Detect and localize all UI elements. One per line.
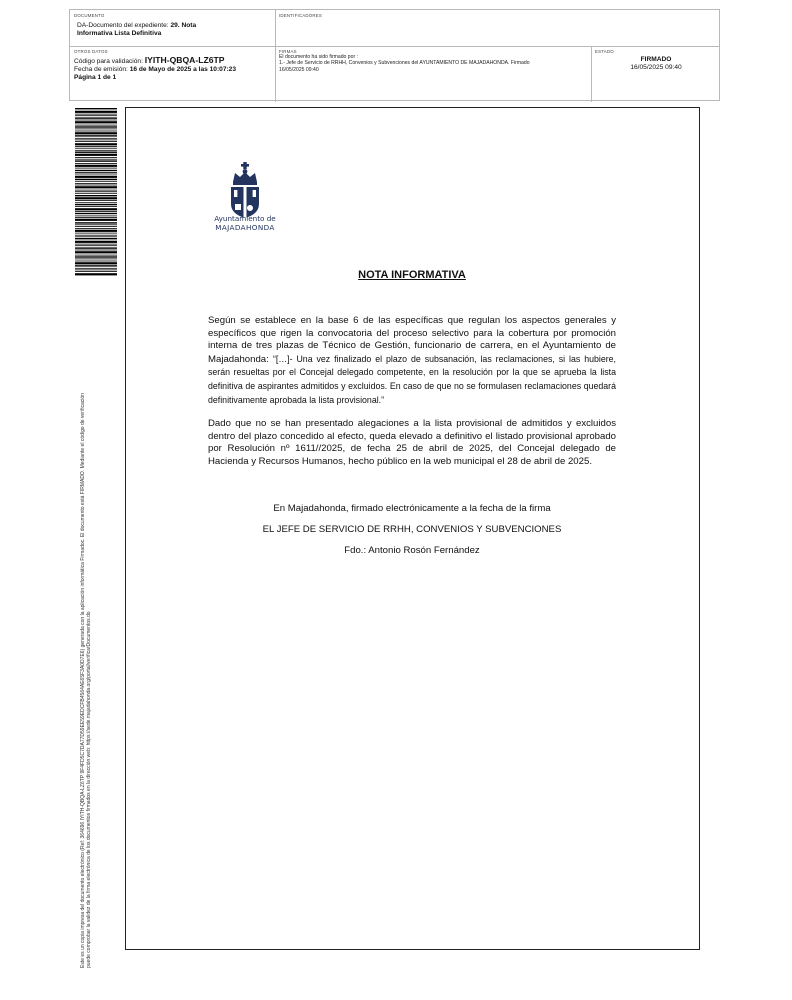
documento-value: DA-Documento del expediente: 29. Nota Informativa Lista Definitiva — [77, 22, 197, 38]
firmas-line: 16/05/2025 09:40 — [279, 66, 319, 73]
logo-line: MAJADAHONDA — [215, 222, 275, 232]
signature-role: EL JEFE DE SERVICIO DE RRHH, CONVENIOS Y SUBVENCIONES — [262, 524, 562, 535]
logo-line: Ayuntamiento de — [214, 214, 276, 223]
logo-text — [205, 215, 285, 232]
firmas-line: 1.- Jefe de Servicio de RRHH, Convenios y Subvenciones del AYUNTAMIENTO DE MAJADAHONDA. Firmado — [279, 60, 530, 67]
documento-label: DOCUMENTO — [74, 13, 105, 18]
otros-datos-cell — [70, 46, 275, 102]
identificadores-label: IDENTIFICADORES — [279, 13, 323, 18]
firmas-line: El documento ha sido firmado por : — [279, 54, 358, 60]
page-count: Página 1 de 1 — [74, 74, 117, 82]
documento-cell — [70, 10, 275, 46]
side-text-line: Este es un copia impresa del documento electrónico (Ref: 364696 IYITH-QBQA-LZ6TP 9F4FD5C7DA77D59EE59EDCFB4564AE65F3A0D7E6) generada con la aplicación informática Firmadoc. El documento está FIRMADO. Mediante el código de verificación — [80, 393, 86, 968]
document-title: NOTA INFORMATIVA — [358, 269, 466, 281]
signature-name: Fdo.: Antonio Rosón Fernández — [344, 545, 480, 556]
document-header-table — [69, 9, 720, 101]
status-badge: FIRMADO — [640, 56, 672, 63]
estado-cell — [591, 46, 721, 102]
paragraph-1: Según se establece en la base 6 de las específicas que regulan los aspectos generales y específicos que rigen la convocatoria del proceso selectivo para la cobertura por promoción interna de tres plazas de Técnico de Gestión, funcionario de carrera, en el Ayuntamiento de Majadahonda: “[…]- Una vez finalizado el plazo de subsanación, las reclamaciones, si las hubiere, serán resueltas por el Concejal delegado competente, en la resolución por la que se aprueba la lista definitiva de aspirantes admitidos y excluidos. En caso de que no se formulasen reclamaciones quedará definitivamente aprobada la lista provisional.” — [208, 315, 616, 405]
quote-text: “[…]- Una vez finalizado el plazo de subsanación, las reclamaciones, si las hubiere, serán resueltas por el Concejal delegado competente, en la resolución por la que se aprueba la lista definitiva de aspirantes admitidos y excluidos. En caso de que no se formulasen reclamaciones quedará definitivamente aprobada la lista provisional.” — [208, 353, 616, 405]
side-text-line: puede comprobar la validez de la firma electrónica de los documentos firmados en la dirección web: https://sede.majadahonda.org/portal/verificarDocumentos.do — [86, 611, 93, 968]
validation-code: Código para validación: IYITH-QBQA-LZ6TP — [74, 55, 225, 65]
paragraph-2: Dado que no se han presentado alegaciones a la lista provisional de admitidos y excluidos dentro del plazo concedido al efecto, queda elevado a definitivo el listado provisional aprobado por Resolución nº 1611//2025, de fecha 25 de abril de 2025, del Concejal delegado de Hacienda y Recursos Humanos, hecho público en la web municipal el 28 de abril de 2025. — [208, 418, 616, 467]
firmas-label: FIRMAS — [279, 49, 297, 54]
otros-datos-label: OTROS DATOS — [74, 49, 108, 54]
firmas-cell — [275, 46, 591, 102]
issue-date: Fecha de emisión: 16 de Mayo de 2025 a las 10:07:23 — [74, 66, 237, 74]
side-verification-text — [80, 268, 92, 968]
identificadores-cell — [275, 10, 721, 46]
barcode-image — [75, 108, 117, 276]
estado-label: ESTADO — [595, 49, 614, 54]
signature-place: En Majadahonda, firmado electrónicamente a la fecha de la firma — [273, 503, 551, 514]
status-date: 16/05/2025 09:40 — [630, 64, 682, 72]
